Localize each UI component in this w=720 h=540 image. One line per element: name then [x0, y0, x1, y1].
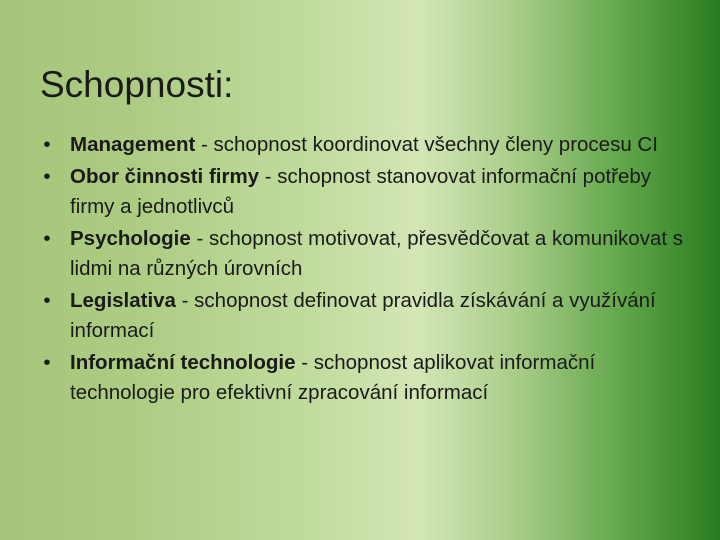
bullet-text: - schopnost stanovovat informační potřeby firmy a jednotlivců	[70, 165, 652, 218]
bullet-text: - schopnost definovat pravidla získávání a využívání informací	[70, 289, 656, 342]
bullet-icon: •	[43, 165, 51, 188]
bullet-text: - schopnost aplikovat informační technologie pro efektivní zpracování informací	[70, 351, 596, 404]
bullet-item-obor-cinnosti	[40, 162, 700, 222]
bullet-icon: •	[43, 351, 51, 374]
bullet-term: Obor činnosti firmy	[70, 165, 260, 188]
bullet-term: Management	[70, 133, 196, 156]
bullet-text: - schopnost motivovat, přesvědčovat a komunikovat s lidmi na různých úrovních	[70, 227, 683, 280]
bullet-item-psychologie	[40, 224, 700, 284]
bullet-icon: •	[43, 133, 51, 156]
bullet-item-informacni-technologie	[40, 348, 700, 408]
bullet-term: Legislativa	[70, 289, 176, 312]
bullet-icon: •	[43, 289, 51, 312]
bullet-item-management	[40, 130, 700, 160]
slide-title: Schopnosti:	[40, 64, 234, 105]
bullet-list	[40, 130, 700, 410]
bullet-term: Informační technologie	[70, 351, 296, 374]
bullet-item-legislativa	[40, 286, 700, 346]
bullet-text: - schopnost koordinovat všechny členy procesu CI	[195, 133, 658, 156]
bullet-term: Psychologie	[70, 227, 191, 250]
bullet-icon: •	[43, 227, 51, 250]
